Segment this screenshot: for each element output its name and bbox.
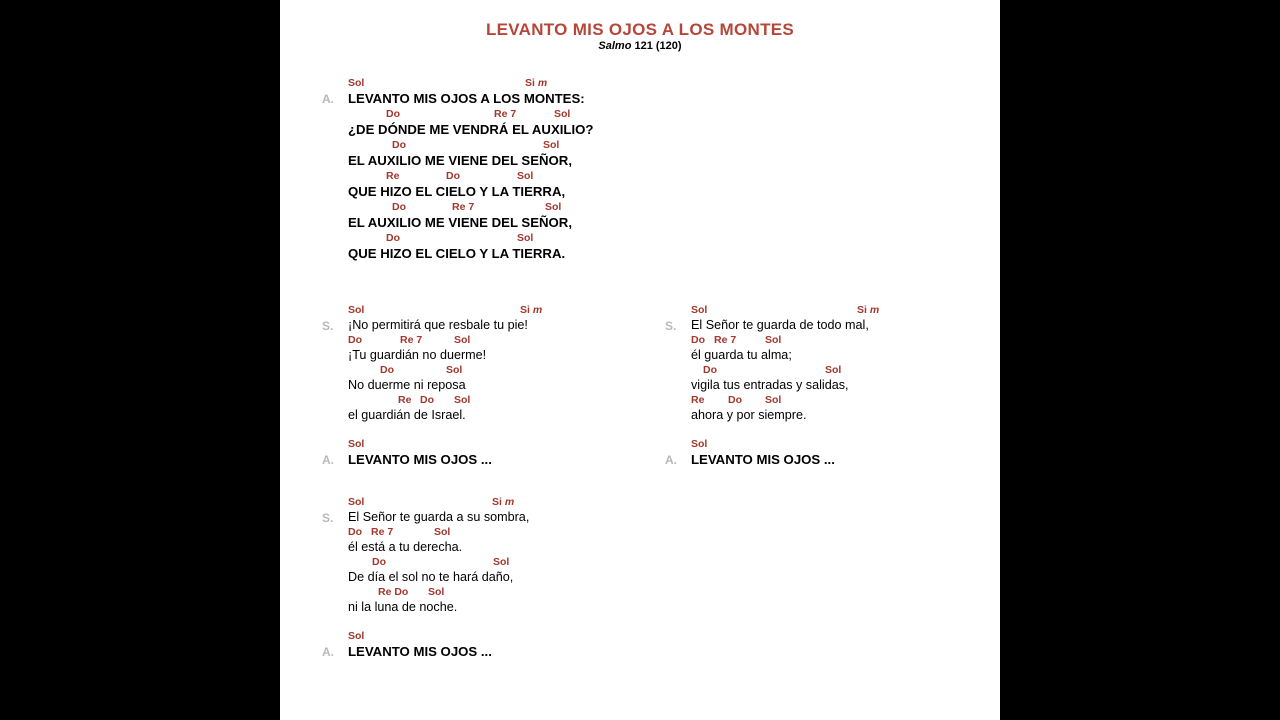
- chord: Sol: [454, 334, 471, 346]
- chord: Do: [420, 394, 434, 406]
- lyric-line: No duerme ni reposa: [348, 378, 466, 392]
- stanza-line: [348, 495, 529, 525]
- lyric-line: él guarda tu alma;: [691, 348, 792, 362]
- chord: Re 7: [400, 334, 423, 346]
- lyric-line: QUE HIZO EL CIELO Y LA TIERRA.: [348, 246, 566, 261]
- chord: Do: [392, 139, 406, 151]
- song-sheet: [280, 0, 1000, 720]
- chord-row: [691, 303, 880, 318]
- stanza-marker: S.: [322, 319, 334, 333]
- lyric-line: el guardián de Israel.: [348, 408, 466, 422]
- chord: [857, 304, 879, 316]
- refrain-1: [322, 437, 492, 467]
- chord: Sol: [554, 108, 571, 120]
- chord: Do: [703, 364, 717, 376]
- chord-row: [348, 138, 593, 153]
- stanza-line: [348, 363, 528, 393]
- chord: Sol: [765, 334, 782, 346]
- stanza-line: [348, 585, 529, 615]
- stanza-line: [348, 525, 529, 555]
- refrain-3: [322, 629, 492, 659]
- lyric-line: QUE HIZO EL CIELO Y LA TIERRA,: [348, 184, 566, 199]
- chord-row: [348, 555, 529, 570]
- stanza-line: [348, 555, 529, 585]
- chord: Sol: [434, 526, 451, 538]
- chord-row: [348, 495, 529, 510]
- chord-root: Si: [525, 77, 535, 89]
- chord: Do: [728, 394, 742, 406]
- chord-row: [691, 363, 869, 378]
- lyric-line: LEVANTO MIS OJOS ...: [691, 452, 835, 467]
- chord-row: [348, 200, 593, 215]
- lyric-line: ahora y por siempre.: [691, 408, 807, 422]
- chord-row: [348, 525, 529, 540]
- chord-row: [348, 437, 492, 452]
- chord: Sol: [543, 139, 560, 151]
- chord-root: Si: [857, 304, 867, 316]
- chord-row: [348, 107, 593, 122]
- stanza-line: [691, 363, 869, 393]
- chord: [520, 304, 542, 316]
- chord-row: [691, 437, 835, 452]
- antiphon-marker: A.: [322, 645, 334, 659]
- chord: Do: [446, 170, 460, 182]
- stanza-3: [322, 495, 530, 615]
- chord: Re: [386, 170, 400, 182]
- lyric-line: El Señor te guarda de todo mal,: [691, 318, 869, 332]
- stanza-marker: S.: [322, 511, 334, 525]
- lyric-line: LEVANTO MIS OJOS ...: [348, 644, 492, 659]
- chord: Sol: [765, 394, 782, 406]
- chord: Sol: [825, 364, 842, 376]
- lyric-line: El Señor te guarda a su sombra,: [348, 510, 530, 524]
- chord: Re: [691, 394, 705, 406]
- chord: Do: [392, 201, 406, 213]
- lyric-line: ¡No permitirá que resbale tu pie!: [348, 318, 528, 332]
- antiphon-block: [322, 76, 594, 262]
- chord: Sol: [517, 232, 534, 244]
- stanza-line: [348, 393, 528, 423]
- chord: Sol: [348, 438, 365, 450]
- chord-minor: m: [504, 496, 515, 508]
- chord: Do: [386, 232, 400, 244]
- lyric-line: él está a tu derecha.: [348, 540, 463, 554]
- lyric-line: ¿DE DÓNDE ME VENDRÁ EL AUXILIO?: [348, 122, 594, 137]
- chord: Do: [380, 364, 394, 376]
- stanza-line: [691, 333, 869, 363]
- chord-row: [348, 169, 593, 184]
- chord-row: [348, 585, 529, 600]
- stanza-marker: S.: [665, 319, 677, 333]
- chord: Re 7: [371, 526, 394, 538]
- chord: Re 7: [452, 201, 475, 213]
- lyric-line: vigila tus entradas y salidas,: [691, 378, 849, 392]
- chord-row: [691, 333, 869, 348]
- chord-row: [348, 76, 593, 91]
- chord: Sol: [348, 496, 365, 508]
- lyric-line: EL AUXILIO ME VIENE DEL SEÑOR,: [348, 153, 572, 168]
- stanza-line: [691, 303, 880, 333]
- antiphon-line-4: [348, 169, 593, 200]
- chord: Sol: [348, 77, 365, 89]
- chord: Sol: [454, 394, 471, 406]
- chord: [492, 496, 514, 508]
- stanza-line: [348, 303, 543, 333]
- chord-minor: m: [532, 304, 543, 316]
- chord: Do: [348, 334, 362, 346]
- chord: Do: [691, 334, 705, 346]
- chord-row: [348, 231, 593, 246]
- lyric-line: LEVANTO MIS OJOS ...: [348, 452, 492, 467]
- chord-row: [348, 363, 528, 378]
- antiphon-line-1: [348, 76, 593, 107]
- refrain-2: [665, 437, 835, 467]
- chord-minor: m: [537, 77, 548, 89]
- chord: Sol: [545, 201, 562, 213]
- chord-row: [691, 393, 869, 408]
- stanza-2: [665, 303, 880, 423]
- stanza-line: [348, 333, 528, 363]
- chord: Sol: [348, 304, 365, 316]
- chord: Sol: [428, 586, 445, 598]
- chord: Re 7: [494, 108, 517, 120]
- stanza-line: [691, 393, 869, 423]
- chord: [525, 77, 547, 89]
- chord-row: [348, 303, 543, 318]
- chord: Do: [372, 556, 386, 568]
- antiphon-marker: A.: [322, 92, 334, 106]
- chord: Sol: [517, 170, 534, 182]
- antiphon-line-6: [348, 231, 593, 262]
- chord: Do: [386, 108, 400, 120]
- song-title: LEVANTO MIS OJOS A LOS MONTES: [485, 20, 795, 39]
- chord: Re 7: [714, 334, 737, 346]
- chord-root: Si: [520, 304, 530, 316]
- chord-row: [348, 333, 528, 348]
- chord: Re Do: [378, 586, 409, 598]
- chord-row: [348, 629, 492, 644]
- antiphon-line-3: [348, 138, 593, 169]
- antiphon-marker: A.: [322, 453, 334, 467]
- antiphon-line-5: [348, 200, 593, 231]
- song-subtitle: [280, 40, 1000, 52]
- stanza-1: [322, 303, 543, 423]
- lyric-line: De día el sol no te hará daño,: [348, 570, 514, 584]
- chord: Sol: [691, 438, 708, 450]
- lyric-line: LEVANTO MIS OJOS A LOS MONTES:: [348, 91, 585, 106]
- chord-row: [348, 393, 528, 408]
- chord-minor: m: [869, 304, 880, 316]
- chord: Re: [398, 394, 412, 406]
- chord: Sol: [348, 630, 365, 642]
- chord: Sol: [446, 364, 463, 376]
- subtitle-psalm: Salmo: [598, 40, 632, 52]
- chord: Sol: [691, 304, 708, 316]
- lyric-line: ¡Tu guardián no duerme!: [348, 348, 487, 362]
- lyric-line: ni la luna de noche.: [348, 600, 458, 614]
- lyric-line: EL AUXILIO ME VIENE DEL SEÑOR,: [348, 215, 572, 230]
- chord-root: Si: [492, 496, 502, 508]
- antiphon-marker: A.: [665, 453, 677, 467]
- antiphon-line-2: [348, 107, 593, 138]
- subtitle-number: 121 (120): [634, 40, 682, 52]
- chord: Sol: [493, 556, 510, 568]
- chord: Do: [348, 526, 362, 538]
